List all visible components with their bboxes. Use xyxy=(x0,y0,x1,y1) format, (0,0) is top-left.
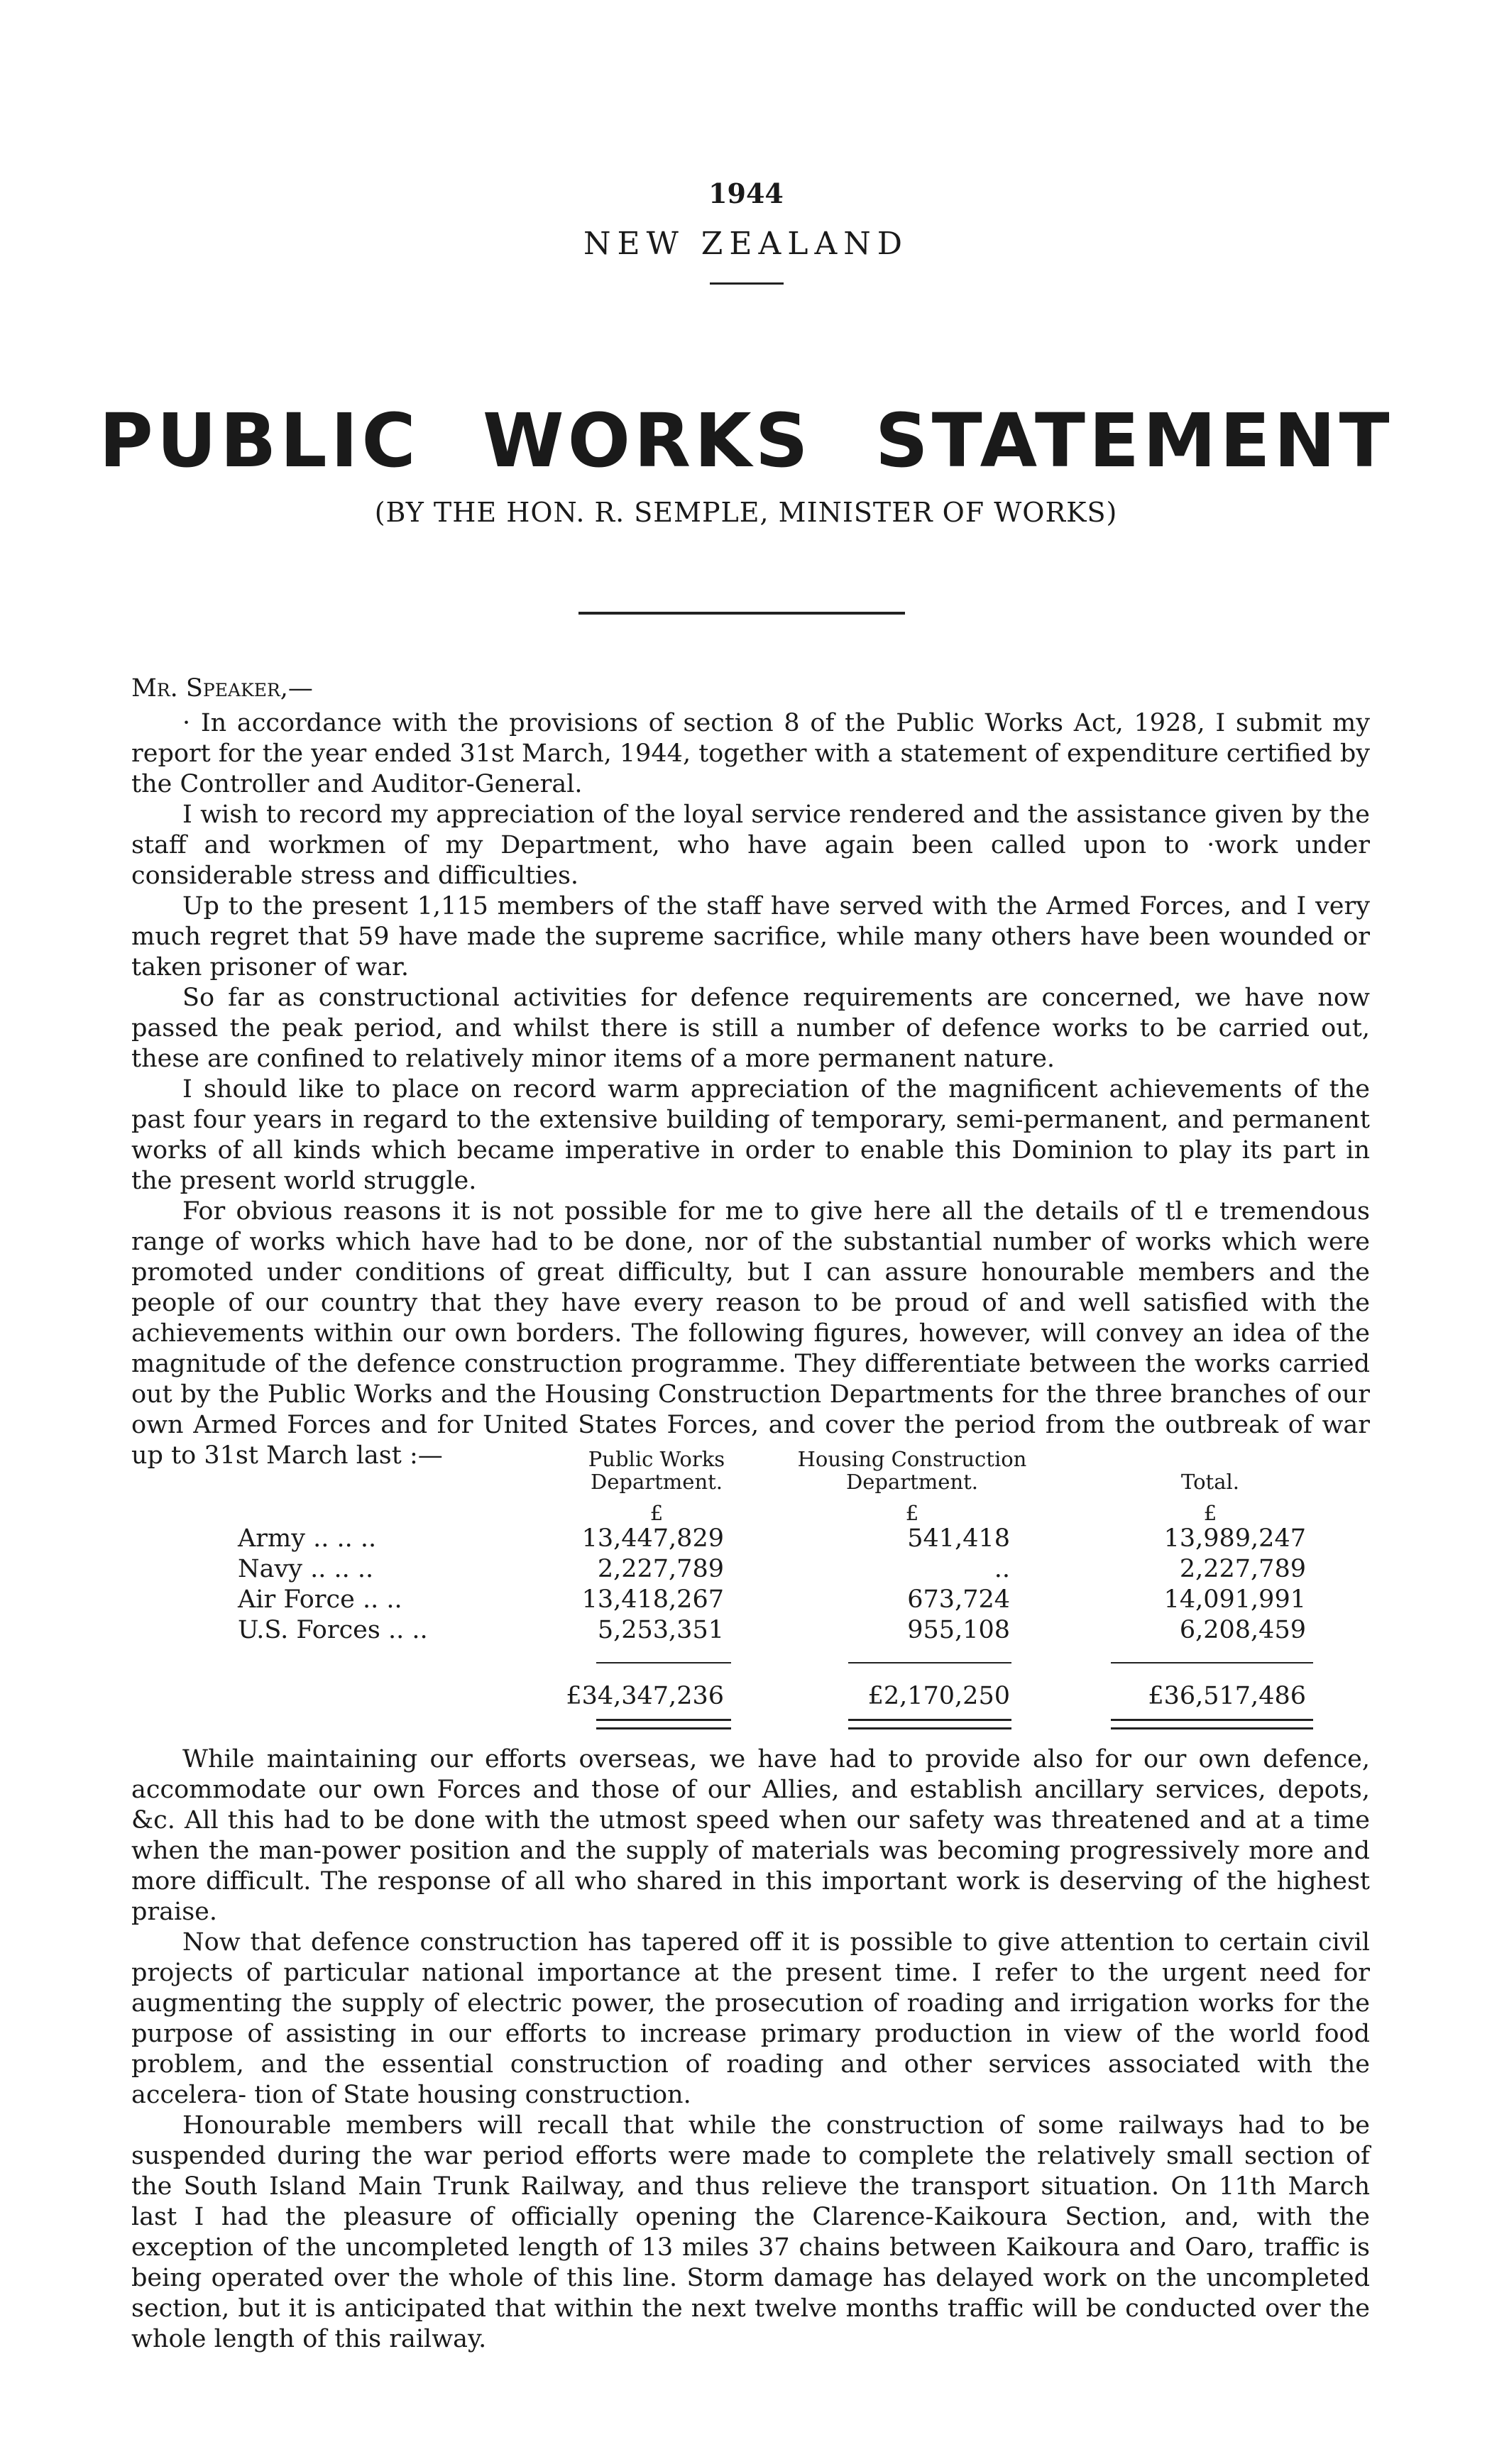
cell-housing: 955,108 xyxy=(907,1616,1010,1644)
row-label: U.S. Forces .. .. xyxy=(238,1616,428,1644)
sum-rule xyxy=(848,1662,1011,1663)
country-heading: NEW ZEALAND xyxy=(583,226,909,262)
cell-housing: .. xyxy=(994,1555,1010,1583)
sum-rule xyxy=(596,1662,731,1663)
cell-total: 14,091,991 xyxy=(1163,1585,1306,1614)
year-heading: 1944 xyxy=(708,177,784,209)
column-header-public-works: Public Works Department. xyxy=(588,1447,725,1494)
intro-paragraphs xyxy=(131,708,1370,1471)
cell-public-works: 2,227,789 xyxy=(597,1555,724,1583)
table-row xyxy=(131,1616,1370,1646)
currency-symbol: £ xyxy=(649,1501,664,1525)
total-housing: £2,170,250 xyxy=(867,1682,1010,1710)
column-header-total: Total. xyxy=(1181,1470,1239,1494)
totals-row xyxy=(131,1682,1370,1712)
cell-public-works: 13,418,267 xyxy=(581,1585,724,1614)
paragraph: For obvious reasons it is not possible for me to give here all the details of tl e tremendous range of works which have had to be done, nor of the substantial number of works which were promoted under conditions of great difficulty, but I can assure honourable members and the people of our country that they have every reason to be proud of and well satisfied with the achievements within our own borders. The following figures, however, will convey an idea of the magnitude of the defence construction programme. They differentiate between the works carried out by the Public Works and the Housing Construction Departments for the three branches of our own Armed Forces and for United States Forces, and cover the period from the outbreak of war up to 31st March last :— xyxy=(131,1197,1370,1470)
total-public-works: £34,347,236 xyxy=(566,1682,724,1710)
short-divider xyxy=(710,282,784,285)
paragraph: Up to the present 1,115 members of the staff have served with the Armed Forces, and I very much regret that 59 have made the supreme sacrifice, while many others have been wounded or taken prisoner of war. xyxy=(131,892,1370,981)
paragraph: · In accordance with the provisions of section 8 of the Public Works Act, 1928, I submit my report for the year ended 31st March, 1944, together with a statement of expenditure certified by the Controller and Auditor-General. xyxy=(131,709,1370,798)
currency-symbol: £ xyxy=(1203,1501,1217,1525)
paragraph: So far as constructional activities for defence requirements are concerned, we have now passed the peak period, and whilst there is still a number of defence works to be carried out, these are confined to relatively minor items of a more permanent nature. xyxy=(131,984,1370,1073)
table-row xyxy=(131,1524,1370,1555)
cell-total: 13,989,247 xyxy=(1163,1524,1306,1553)
paragraph: Honourable members will recall that while the construction of some railways had to be suspended during the war period efforts were made to complete the relatively small section of the South Island Main Trunk Railway, and thus relieve the transport situation. On 11th March last I had the pleasure of officially opening the Clarence-Kaikoura Section, and, with the exception of the uncompleted length of 13 miles 37 chains between Kaikoura and Oaro, traffic is being operated over the whole of this line. Storm damage has delayed work on the uncompleted section, but it is anticipated that within the next twelve months traffic will be conducted over the whole length of this railway. xyxy=(131,2111,1370,2353)
row-label: Navy .. .. .. xyxy=(238,1555,374,1583)
cell-public-works: 5,253,351 xyxy=(597,1616,724,1644)
cell-total: 6,208,459 xyxy=(1179,1616,1306,1644)
expenditure-table xyxy=(131,1448,1370,1732)
row-label: Air Force .. .. xyxy=(238,1585,402,1614)
table-row xyxy=(131,1555,1370,1585)
salutation: Mr. Speaker,— xyxy=(131,674,313,703)
double-rule xyxy=(596,1719,731,1729)
currency-symbol: £ xyxy=(905,1501,919,1525)
paragraph: I should like to place on record warm appreciation of the magnificent achievements of the past four years in regard to the extensive building of temporary, semi-permanent, and permanent works of all kinds which became imperative in order to enable this Dominion to play its part in the present world struggle. xyxy=(131,1075,1370,1195)
title-divider xyxy=(578,612,905,615)
double-rule xyxy=(848,1719,1011,1729)
column-header-housing-construction: Housing Construction Department. xyxy=(797,1447,1027,1494)
double-rule xyxy=(1111,1719,1313,1729)
paragraph: I wish to record my appreciation of the loyal service rendered and the assistance given by the staff and workmen of my Department, who have again been called upon to ·work under considerable stress and difficulties. xyxy=(131,801,1370,890)
grand-total: £36,517,486 xyxy=(1148,1682,1306,1710)
closing-paragraphs xyxy=(131,1744,1370,2355)
row-label: Army .. .. .. xyxy=(238,1524,377,1553)
cell-housing: 541,418 xyxy=(907,1524,1010,1553)
cell-public-works: 13,447,829 xyxy=(581,1524,724,1553)
cell-total: 2,227,789 xyxy=(1179,1555,1306,1583)
page-title: PUBLIC WORKS STATEMENT xyxy=(99,397,1393,484)
page-subtitle: (BY THE HON. R. SEMPLE, MINISTER OF WORKS) xyxy=(374,497,1118,528)
sum-rule xyxy=(1111,1662,1313,1663)
paragraph: Now that defence construction has tapered off it is possible to give attention to certain civil projects of particular national importance at the present time. I refer to the urgent need for augmenting the supply of electric power, the prosecution of roading and irrigation works for the purpose of assisting in our efforts to increase primary production in view of the world food problem, and the essential construction of roading and other services associated with the accelera- tion of State housing construction. xyxy=(131,1928,1370,2109)
paragraph: While maintaining our efforts overseas, we have had to provide also for our own defence, accommodate our own Forces and those of our Allies, and establish ancillary services, depots, &c. All this had to be done with the utmost speed when our safety was threatened and at a time when the man-power position and the supply of materials was becoming progressively more and more difficult. The response of all who shared in this important work is deserving of the highest praise. xyxy=(131,1745,1370,1926)
table-row xyxy=(131,1585,1370,1616)
cell-housing: 673,724 xyxy=(907,1585,1010,1614)
